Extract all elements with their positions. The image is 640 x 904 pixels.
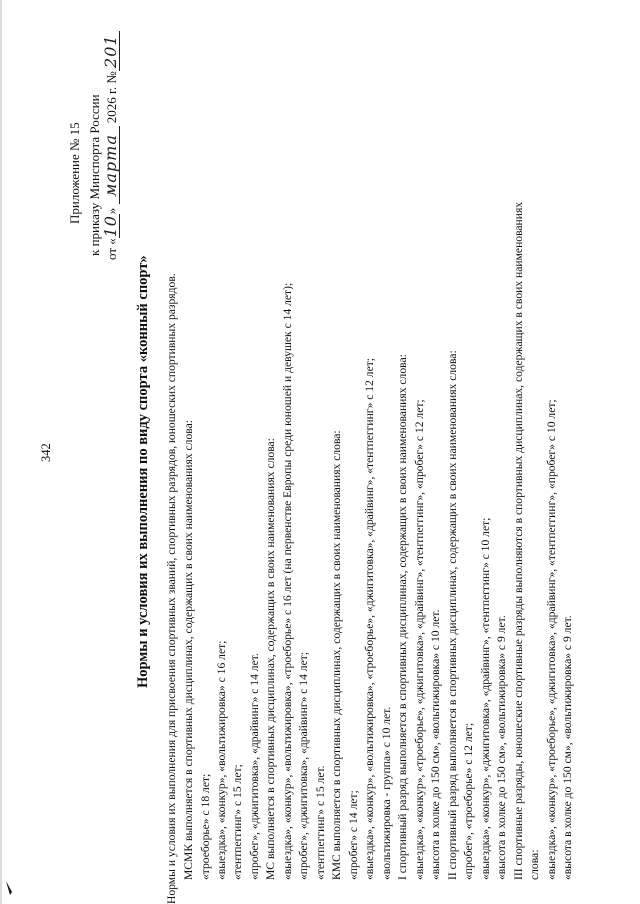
date-prefix: от « xyxy=(104,238,119,260)
order-number-field: 201 xyxy=(103,31,120,71)
text-line: «высота в холке до 150 см», «вольтижировка» с 9 лет. xyxy=(561,615,574,880)
text-line: «пробег» с 14 лет; xyxy=(347,790,360,880)
text-line: «выездка», «конкур», «троеборье», «джигитовка», «драйвинг», «тентпеггинг», «пробег» с 10 лет; xyxy=(545,399,558,880)
appendix-line-2: к приказу Минспорта России xyxy=(87,94,102,256)
text-line: «выездка», «конкур», «троеборье», «джигитовка», «драйвинг», «тентпеггинг», «пробег» с 12 лет; xyxy=(413,399,426,880)
date-mid: » xyxy=(104,207,119,215)
text-line: МС выполняется в спортивных дисциплинах, содержащих в своих наименованиях слова: xyxy=(264,438,277,880)
text-line: «пробег», «джигитовка», «драйвинг» с 14 лет. xyxy=(248,653,261,880)
appendix-line-1: Приложение № 15 xyxy=(67,122,82,224)
text-line: I спортивный разряд выполняется в спортивных дисциплинах, содержащих в своих наименованиях слова: xyxy=(396,354,409,880)
text-line: МСМК выполняется в спортивных дисциплинах, содержащих в своих наименованиях слова: xyxy=(182,420,195,880)
text-line: слова: xyxy=(528,849,541,880)
text-line: «вольтижировка - группа» с 10 лет. xyxy=(380,706,393,880)
text-line: III спортивные разряды, юношеские спортивные разряды выполняются в спортивных дисциплинах, содержащих в своих наименованиях xyxy=(512,201,525,880)
text-line: «пробег», «джигитовка», «драйвинг» с 14 лет; xyxy=(297,651,310,880)
text-line: «тентпеггинг» с 15 лет. xyxy=(314,765,327,880)
date-day-field: 10 xyxy=(101,215,120,238)
text-line: КМС выполняется в спортивных дисциплинах, содержащих в своих наименованиях слова: xyxy=(330,430,343,880)
text-line: «тентпеггинг» с 15 лет; xyxy=(231,764,244,880)
text-line: «выездка», «конкур», «джигитовка», «драйвинг», «тентпеггинг» с 10 лет; xyxy=(479,517,492,880)
page-number: 342 xyxy=(39,443,53,462)
text-line: «высота в холке до 150 см», «вольтижировка» с 10 лет. xyxy=(429,609,442,880)
date-month-field: марта xyxy=(103,126,120,204)
text-line: «высота в холке до 150 см», «вольтижировка» с 9 лет. xyxy=(495,615,508,880)
appendix-date-line xyxy=(103,31,120,260)
page-title: Нормы и условия их выполнения по виду спорта «конный спорт» xyxy=(135,255,151,688)
text-line: «выездка», «конкур», «вольтижировка», «троеборье», «джигитовка», «драйвинг», «тентпеггинг» с 12 лет; xyxy=(363,357,376,880)
text-line: «выездка», «конкур», «вольтижировка» с 16 лет; xyxy=(215,640,228,880)
text-line: «троеборье» с 18 лет; xyxy=(199,773,212,880)
date-year: 2026 г. № xyxy=(104,71,119,124)
text-line: «пробег», «троеборье» с 12 лет; xyxy=(462,722,475,880)
text-line: «выездка», «конкур», «вольтижировка», «троеборье» с 16 лет (на первенстве Европы среди юношей и девушек с 14 лет); xyxy=(281,282,294,880)
text-line: II спортивный разряд выполняется в спортивных дисциплинах, содержащих в своих наименованиях слова: xyxy=(446,350,459,880)
text-line: Нормы и условия их выполнения для присвоения спортивных званий, спортивных разрядов, юношеских спортивных разрядов. xyxy=(165,273,178,904)
